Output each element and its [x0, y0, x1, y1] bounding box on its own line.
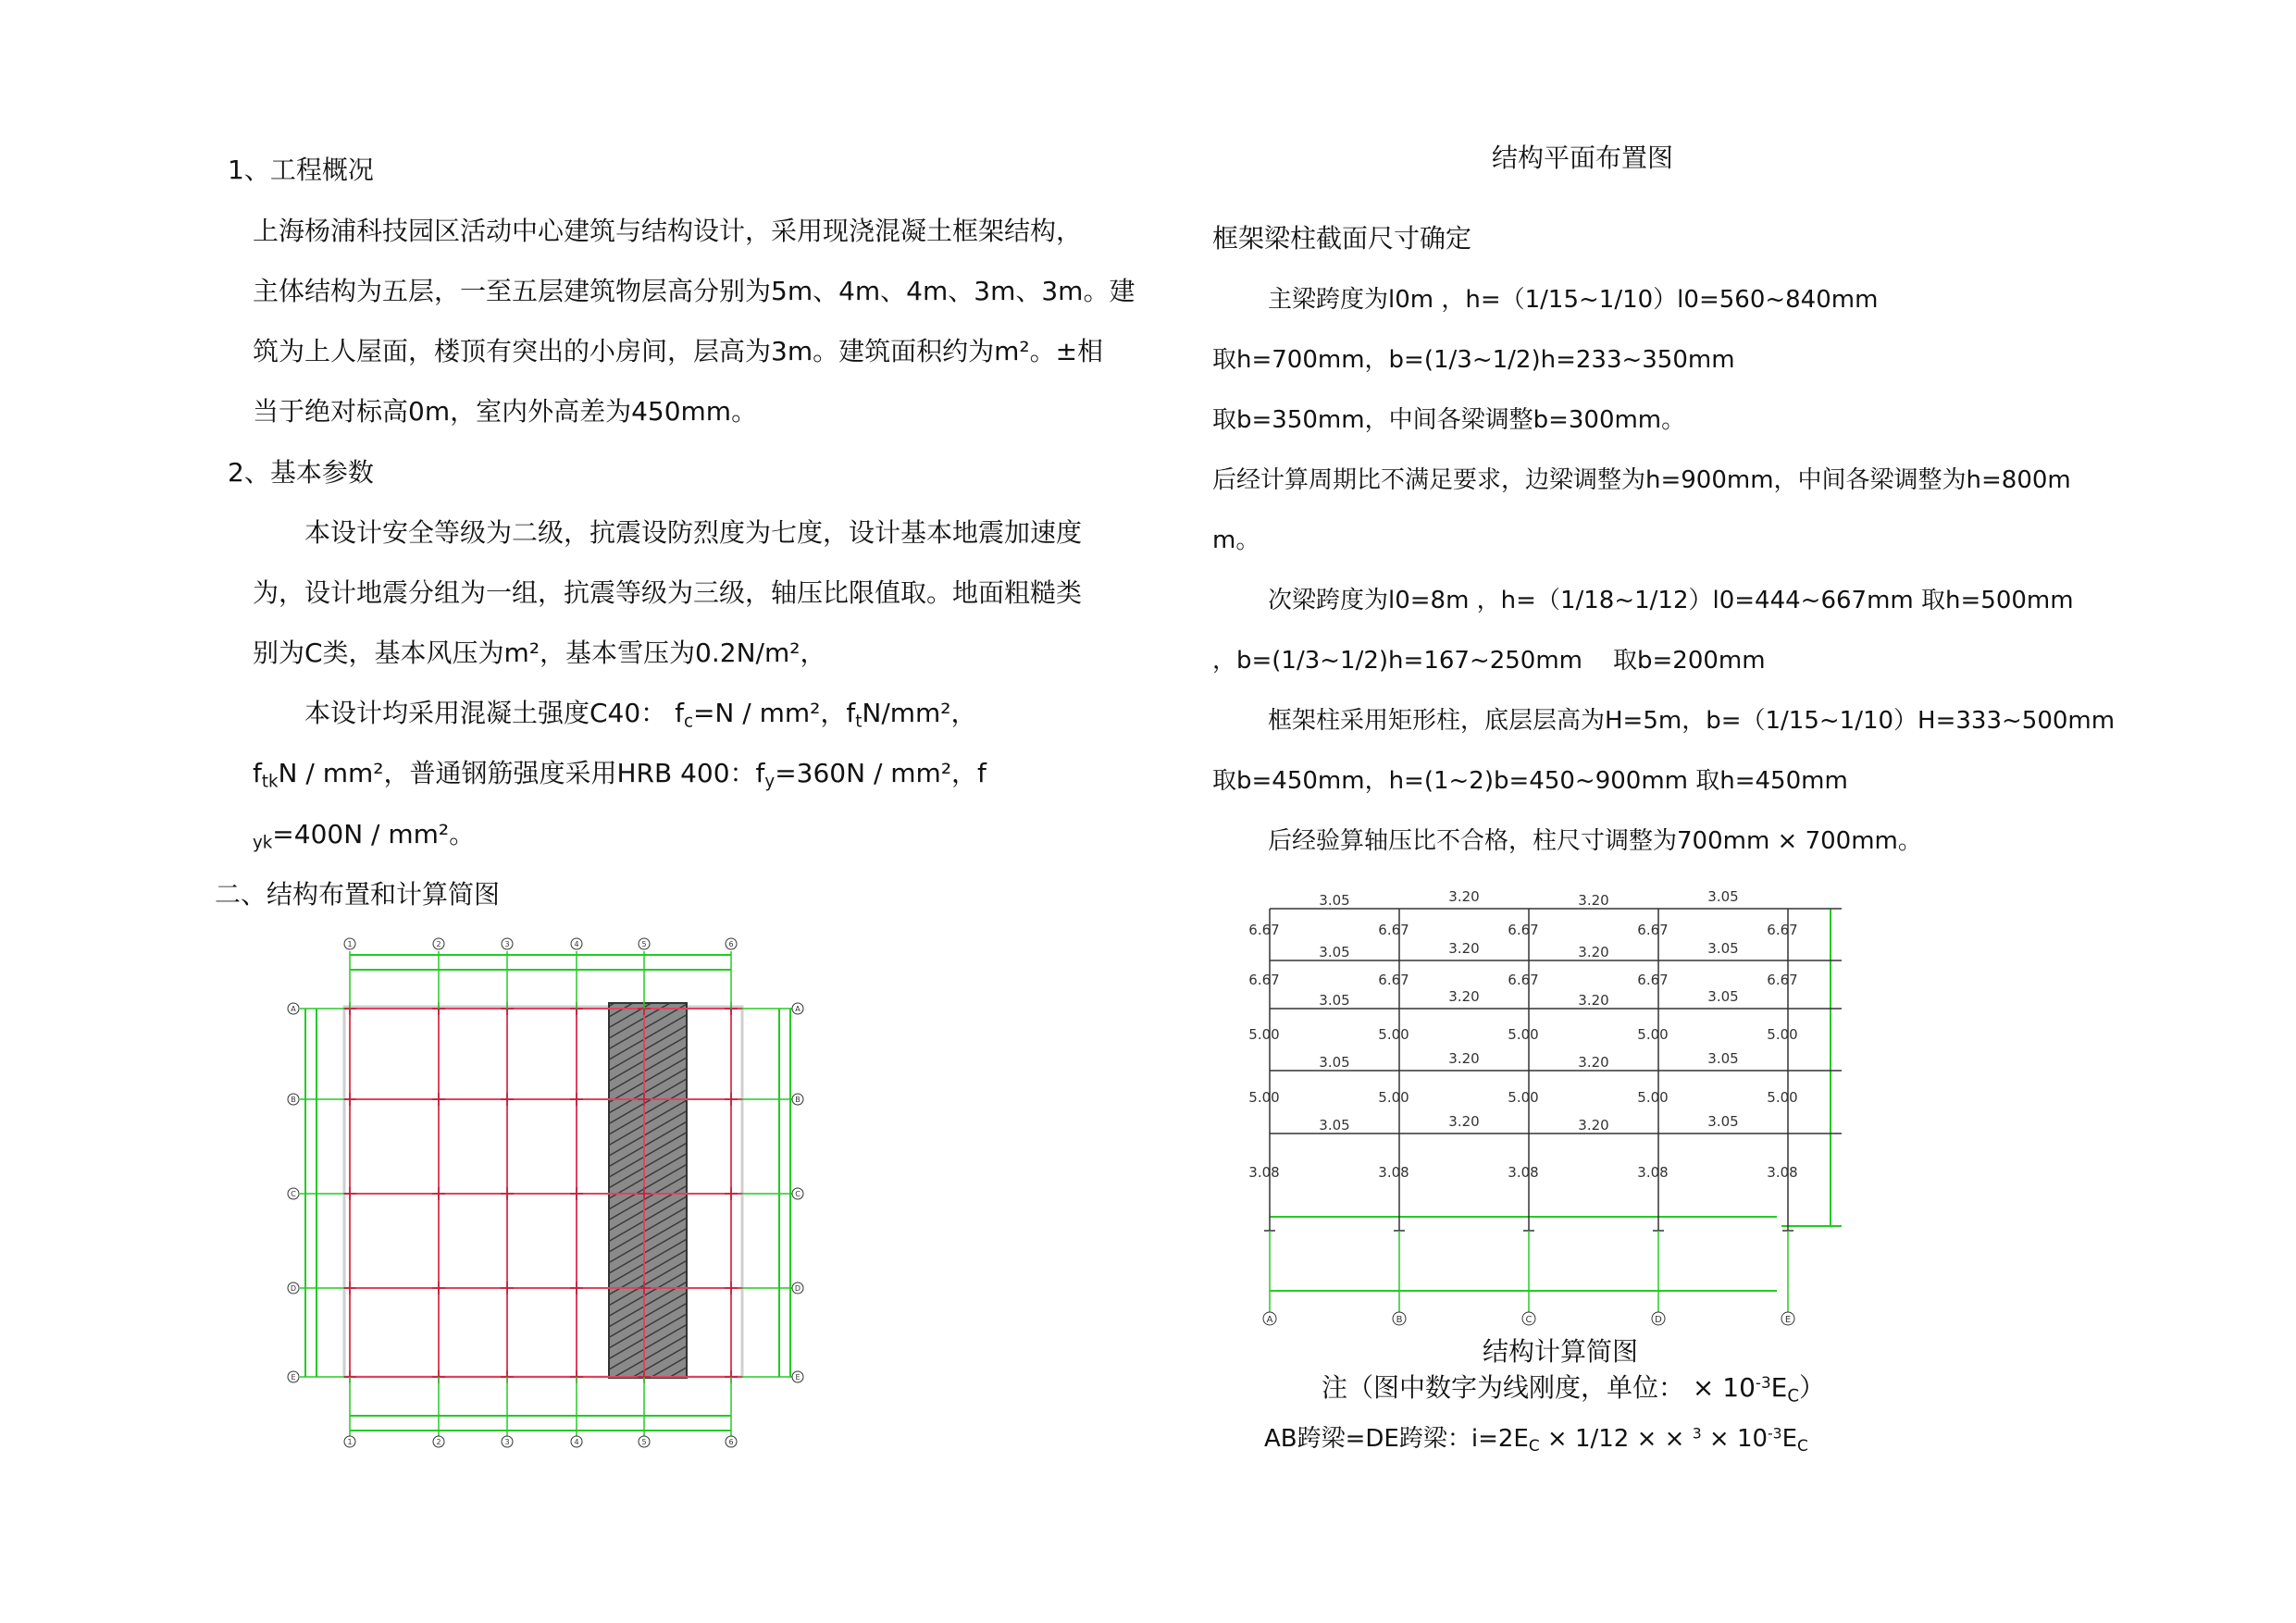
section2-heading: 2、基本参数	[228, 457, 374, 488]
frame-axis-label: C	[1525, 1315, 1533, 1325]
frame-beam-stiffness-label: 3.20	[1578, 944, 1609, 960]
plan-title: 结构平面布置图	[1492, 142, 1674, 173]
frame-column-stiffness-label: 5.00	[1767, 1089, 1798, 1106]
calc-line: ，b=(1/3~1/2)h=167~250mm	[1212, 647, 1583, 675]
paragraph-line: 上海杨浦科技园区活动中心建筑与结构设计，采用现浇混凝土框架结构，	[253, 216, 1083, 246]
paragraph-line: 筑为上人屋面，楼顶有突出的小房间，层高为3m。建筑面积约为m²。±相	[253, 336, 1104, 366]
frame-column-stiffness-label: 6.67	[1637, 922, 1669, 938]
frame-beam-stiffness-label: 3.05	[1707, 1050, 1739, 1067]
calc-line: 取b=450mm，h=(1~2)b=450~900mm 取h=450mm	[1212, 767, 1848, 795]
calc-line: 后经计算周期比不满足要求，边梁调整为h=900mm，中间各梁调整为h=800m	[1212, 466, 2071, 494]
frame-column-stiffness-label: 5.00	[1378, 1089, 1409, 1106]
frame-column-stiffness-label: 5.00	[1767, 1026, 1798, 1043]
frame-axis-label: A	[1266, 1315, 1273, 1325]
frame-column-stiffness-label: 5.00	[1378, 1026, 1409, 1043]
frame-column-stiffness-label: 5.00	[1508, 1089, 1539, 1106]
plan-axis-label: 5	[641, 940, 647, 948]
frame-column-stiffness-label: 6.67	[1378, 922, 1409, 938]
plan-axis-label: E	[291, 1373, 296, 1381]
frame-column-stiffness-label: 6.67	[1508, 922, 1539, 938]
plan-axis-label: 3	[504, 1438, 510, 1446]
frame-beam-stiffness-label: 3.05	[1707, 940, 1739, 957]
plan-axis-label: B	[795, 1096, 800, 1104]
calc-line: 次梁跨度为l0=8m ，h=（1/18~1/12）l0=444~667mm 取h=500mm	[1268, 587, 2074, 614]
diagram-note: 注（图中数字为线刚度，单位： × $10^{-3}E_C$）	[1322, 1372, 1826, 1406]
frame-column-stiffness-label: 6.67	[1637, 972, 1669, 988]
frame-column-stiffness-label: 6.67	[1767, 922, 1798, 938]
paragraph-line: 当于绝对标高0m，室内外高差为450mm。	[253, 396, 758, 427]
frame-beam-stiffness-label: 3.20	[1448, 940, 1480, 957]
frame-beam-stiffness-label: 3.20	[1578, 892, 1609, 909]
plan-axis-label: 1	[347, 1438, 353, 1446]
frame-column-stiffness-label: 5.00	[1637, 1026, 1669, 1043]
rebar-yield-line: $_{yk}$=400N / mm²。	[253, 819, 476, 853]
calc-line: 取b=200mm	[1613, 647, 1766, 675]
frame-beam-stiffness-label: 3.05	[1707, 888, 1739, 905]
frame-column-stiffness-label: 6.67	[1248, 972, 1280, 988]
frame-beam-stiffness-label: 3.20	[1578, 992, 1609, 1009]
paragraph-line: 本设计安全等级为二级，抗震设防烈度为七度，设计基本地震加速度	[304, 517, 1083, 548]
plan-axis-label: C	[291, 1190, 296, 1198]
paragraph-line: 主体结构为五层，一至五层建筑物层高分别为5m、4m、4m、3m、3m。建	[253, 276, 1136, 306]
frame-calc-diagram	[1222, 884, 1851, 1328]
frame-column-stiffness-label: 3.08	[1248, 1164, 1280, 1181]
plan-axis-label: 6	[728, 940, 734, 948]
frame-column-stiffness-label: 6.67	[1767, 972, 1798, 988]
paragraph-line: 为，设计地震分组为一组，抗震等级为三级，轴压比限值取。地面粗糙类	[253, 577, 1083, 608]
plan-axis-label: 6	[728, 1438, 734, 1446]
calc-line: 框架柱采用矩形柱，底层层高为H=5m，b=（1/15~1/10）H=333~500mm	[1268, 707, 2116, 735]
calc-line: 取h=700mm，b=(1/3~1/2)h=233~350mm	[1212, 346, 1735, 374]
plan-axis-label: A	[291, 1005, 296, 1013]
frame-beam-stiffness-label: 3.05	[1707, 1113, 1739, 1130]
plan-axis-label: 2	[436, 940, 441, 948]
plan-axis-label: 2	[436, 1438, 441, 1446]
frame-beam-stiffness-label: 3.20	[1448, 888, 1480, 905]
calc-line: m。	[1212, 527, 1260, 554]
frame-beam-stiffness-label: 3.05	[1319, 992, 1350, 1009]
frame-column-stiffness-label: 3.08	[1378, 1164, 1409, 1181]
sub-heading: 框架梁柱截面尺寸确定	[1212, 223, 1472, 254]
rebar-strength-line: $f_{tk}N / mm^2$，普通钢筋强度采用HRB 400：$f_y=360N / mm^2$，f	[253, 758, 987, 792]
paragraph-line: 别为C类，基本风压为m²，基本雪压为0.2N/m²，	[253, 638, 826, 668]
plan-axis-label: 4	[574, 940, 579, 948]
stiffness-formula: AB跨梁=DE跨梁：$i=2E_C \times 1/12$ × × $^3 \times 10^{-3}E_C$	[1264, 1425, 1808, 1456]
frame-column-stiffness-label: 5.00	[1248, 1026, 1280, 1043]
frame-beam-stiffness-label: 3.05	[1319, 1117, 1350, 1134]
plan-axis-label: D	[794, 1284, 801, 1293]
hatched-core-area	[609, 1003, 687, 1378]
frame-beam-stiffness-label: 3.05	[1707, 988, 1739, 1005]
frame-column-stiffness-label: 3.08	[1767, 1164, 1798, 1181]
plan-axis-label: B	[291, 1096, 296, 1104]
plan-axis-label: 4	[574, 1438, 579, 1446]
frame-beam-stiffness-label: 3.20	[1578, 1117, 1609, 1134]
plan-axis-label: 5	[641, 1438, 647, 1446]
frame-beam-stiffness-label: 3.20	[1448, 1050, 1480, 1067]
frame-beam-stiffness-label: 3.20	[1448, 988, 1480, 1005]
calc-line: 后经验算轴压比不合格，柱尺寸调整为700mm × 700mm。	[1268, 827, 1922, 855]
frame-axis-label: B	[1396, 1315, 1403, 1325]
plan-axis-label: E	[795, 1373, 800, 1381]
plan-axis-label: C	[795, 1190, 800, 1198]
frame-column-stiffness-label: 3.08	[1508, 1164, 1539, 1181]
concrete-strength-line: 本设计均采用混凝土强度C40： $f_c=N / mm^2$，$f_tN$/mm²，	[304, 698, 977, 732]
plan-axis-label: D	[290, 1284, 297, 1293]
frame-column-stiffness-label: 3.08	[1637, 1164, 1669, 1181]
frame-column-stiffness-label: 5.00	[1248, 1089, 1280, 1106]
frame-column-stiffness-label: 6.67	[1378, 972, 1409, 988]
frame-beam-stiffness-label: 3.05	[1319, 944, 1350, 960]
plan-axis-label: 1	[347, 940, 353, 948]
calc-line: 主梁跨度为l0m ，h=（1/15~1/10）l0=560~840mm	[1268, 286, 1879, 314]
frame-beam-stiffness-label: 3.05	[1319, 1054, 1350, 1071]
section3-heading: 二、结构布置和计算简图	[215, 879, 501, 910]
calc-line: 取b=350mm，中间各梁调整b=300mm。	[1212, 406, 1686, 434]
frame-beam-stiffness-label: 3.05	[1319, 892, 1350, 909]
plan-axis-label: 3	[504, 940, 510, 948]
structural-plan-diagram	[278, 930, 833, 1457]
section1-heading: 1、工程概况	[228, 155, 374, 185]
frame-column-stiffness-label: 6.67	[1508, 972, 1539, 988]
plan-axis-label: A	[795, 1005, 800, 1013]
frame-axis-label: E	[1784, 1315, 1792, 1325]
frame-column-stiffness-label: 5.00	[1508, 1026, 1539, 1043]
frame-column-stiffness-label: 5.00	[1637, 1089, 1669, 1106]
frame-beam-stiffness-label: 3.20	[1448, 1113, 1480, 1130]
calc-diagram-title: 结构计算简图	[1483, 1336, 1639, 1367]
frame-axis-label: D	[1655, 1315, 1662, 1325]
frame-column-stiffness-label: 6.67	[1248, 922, 1280, 938]
frame-beam-stiffness-label: 3.20	[1578, 1054, 1609, 1071]
